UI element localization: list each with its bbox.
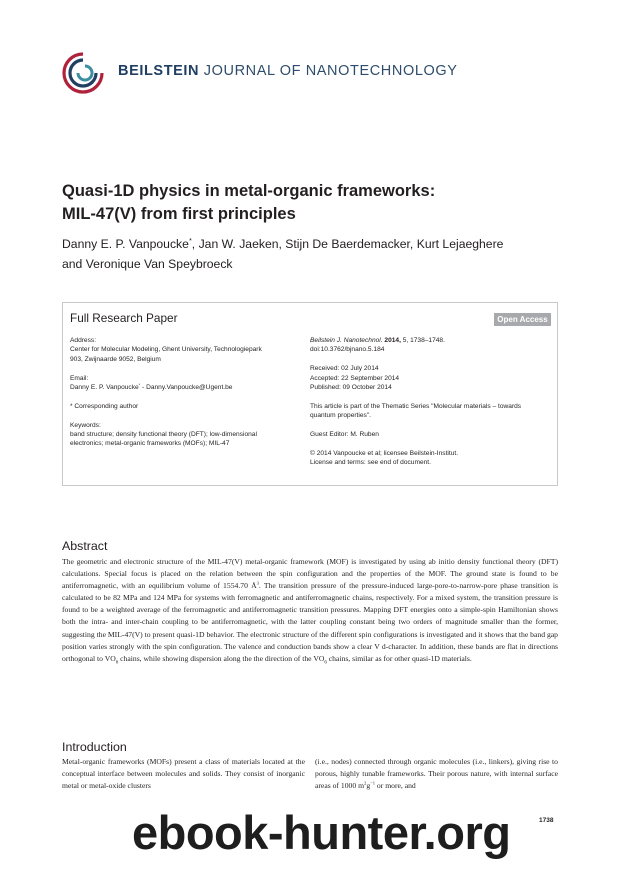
journal-logo (60, 50, 106, 94)
keywords-label: Keywords: (70, 421, 101, 429)
open-access-badge: Open Access (494, 313, 551, 326)
article-title: Quasi-1D physics in metal-organic frameworks: MIL-47(V) from first principles (62, 182, 436, 223)
introduction-left-column: Metal-organic frameworks (MOFs) present a class of materials located at the conceptual interface between molecules and solids. They consist of inorganic metal or metal-oxide clusters (62, 757, 305, 791)
published-date: Published: 09 October 2014 (310, 384, 392, 392)
address-line: Center for Molecular Modeling, Ghent University, Technologiepark (70, 346, 262, 354)
paper-type: Full Research Paper (70, 311, 178, 325)
info-left-column (70, 336, 298, 449)
thematic-series: This article is part of the Thematic Series "Molecular materials – towards (310, 402, 522, 410)
introduction-right-column: (i.e., nodes) connected through organic molecules (i.e., linkers), giving rise to porous, highly tunable frameworks. Their porous nature, with internal surface areas of 1000 $m^2g^{-1}$ or more, and (315, 757, 558, 791)
logo-teal-arc (78, 66, 92, 80)
keywords-line: electronics; metal-organic frameworks (MOFs); MIL-47 (70, 440, 230, 448)
received-date: Received: 02 July 2014 (310, 365, 379, 373)
watermark: ebook-hunter.org (132, 806, 511, 859)
license: License and terms: see end of document. (310, 459, 431, 467)
keywords-line: band structure; density functional theory (DFT); low-dimensional (70, 431, 257, 439)
introduction-heading: Introduction (62, 740, 127, 754)
citation: Beilstein J. Nanotechnol. 2014, 5, 1738–1748. (310, 337, 445, 344)
email-line: Danny E. P. Vanpoucke* - Danny.Vanpoucke@Ugent.be (70, 381, 233, 392)
accepted-date: Accepted: 22 September 2014 (310, 374, 400, 382)
email-label: Email: (70, 374, 89, 382)
address-line: 903, Zwijnaarde 9052, Belgium (70, 355, 161, 363)
address-label: Address: (70, 337, 97, 344)
guest-editor: Guest Editor: M. Ruben (310, 431, 379, 439)
copyright: © 2014 Vanpoucke et al; licensee Beilstein-Institut. (310, 449, 459, 457)
corresponding-author-note: * Corresponding author (70, 402, 139, 410)
page-number: 1738 (539, 817, 554, 824)
thematic-series: quantum properties". (310, 412, 371, 420)
doi: doi:10.3762/bjnano.5.184 (310, 346, 385, 354)
abstract-heading: Abstract (62, 539, 108, 553)
info-right-column (310, 336, 555, 468)
abstract-text: The geometric and electronic structure of the MIL-47(V) metal-organic framework (MOF) is investigated by using ab initio density functional theory (DFT) calculations. Special focus is placed on the relation between the spin configuration and the properties of the MOF. The ground state is found to be antiferromagnetic, with an equilibrium volume of 1554.70 $Å^3$. The transition pressure of the pressure-induced large-pore-to-narrow-pore phase transition is calculated to be 82 MPa and 124 MPa for systems with ferromagnetic and antiferromagnetic chains, respectively. For a mixed system, the transition pressure is found to be a weighted average of the ferromagnetic and antiferromagnetic transition pressures. Mapping DFT energies onto a simple-spin Hamiltonian shows both the intra- and inter-chain coupling to be antiferromagnetic, with the latter coupling constant being two orders of magnitude smaller than the former, suggesting the MIL-47(V) to present quasi-1D behavior. The electronic structure of the different spin configurations is investigated and it shows that the band gap position varies strongly with the spin configuration. The valence and conduction bands show a clear V d-character. In addition, these bands are flat in directions orthogonal to $VO_6$ chains, while showing dispersion along the the direction of the $VO_6$ chains, similar as for other quasi-1D materials. (62, 557, 558, 666)
journal-name: BEILSTEIN JOURNAL OF NANOTECHNOLOGY (118, 63, 458, 79)
author-list: Danny E. P. Vanpoucke*, Jan W. Jaeken, Stijn De Baerdemacker, Kurt Lejaeghere and Veronique Van Speybroeck (62, 235, 504, 271)
